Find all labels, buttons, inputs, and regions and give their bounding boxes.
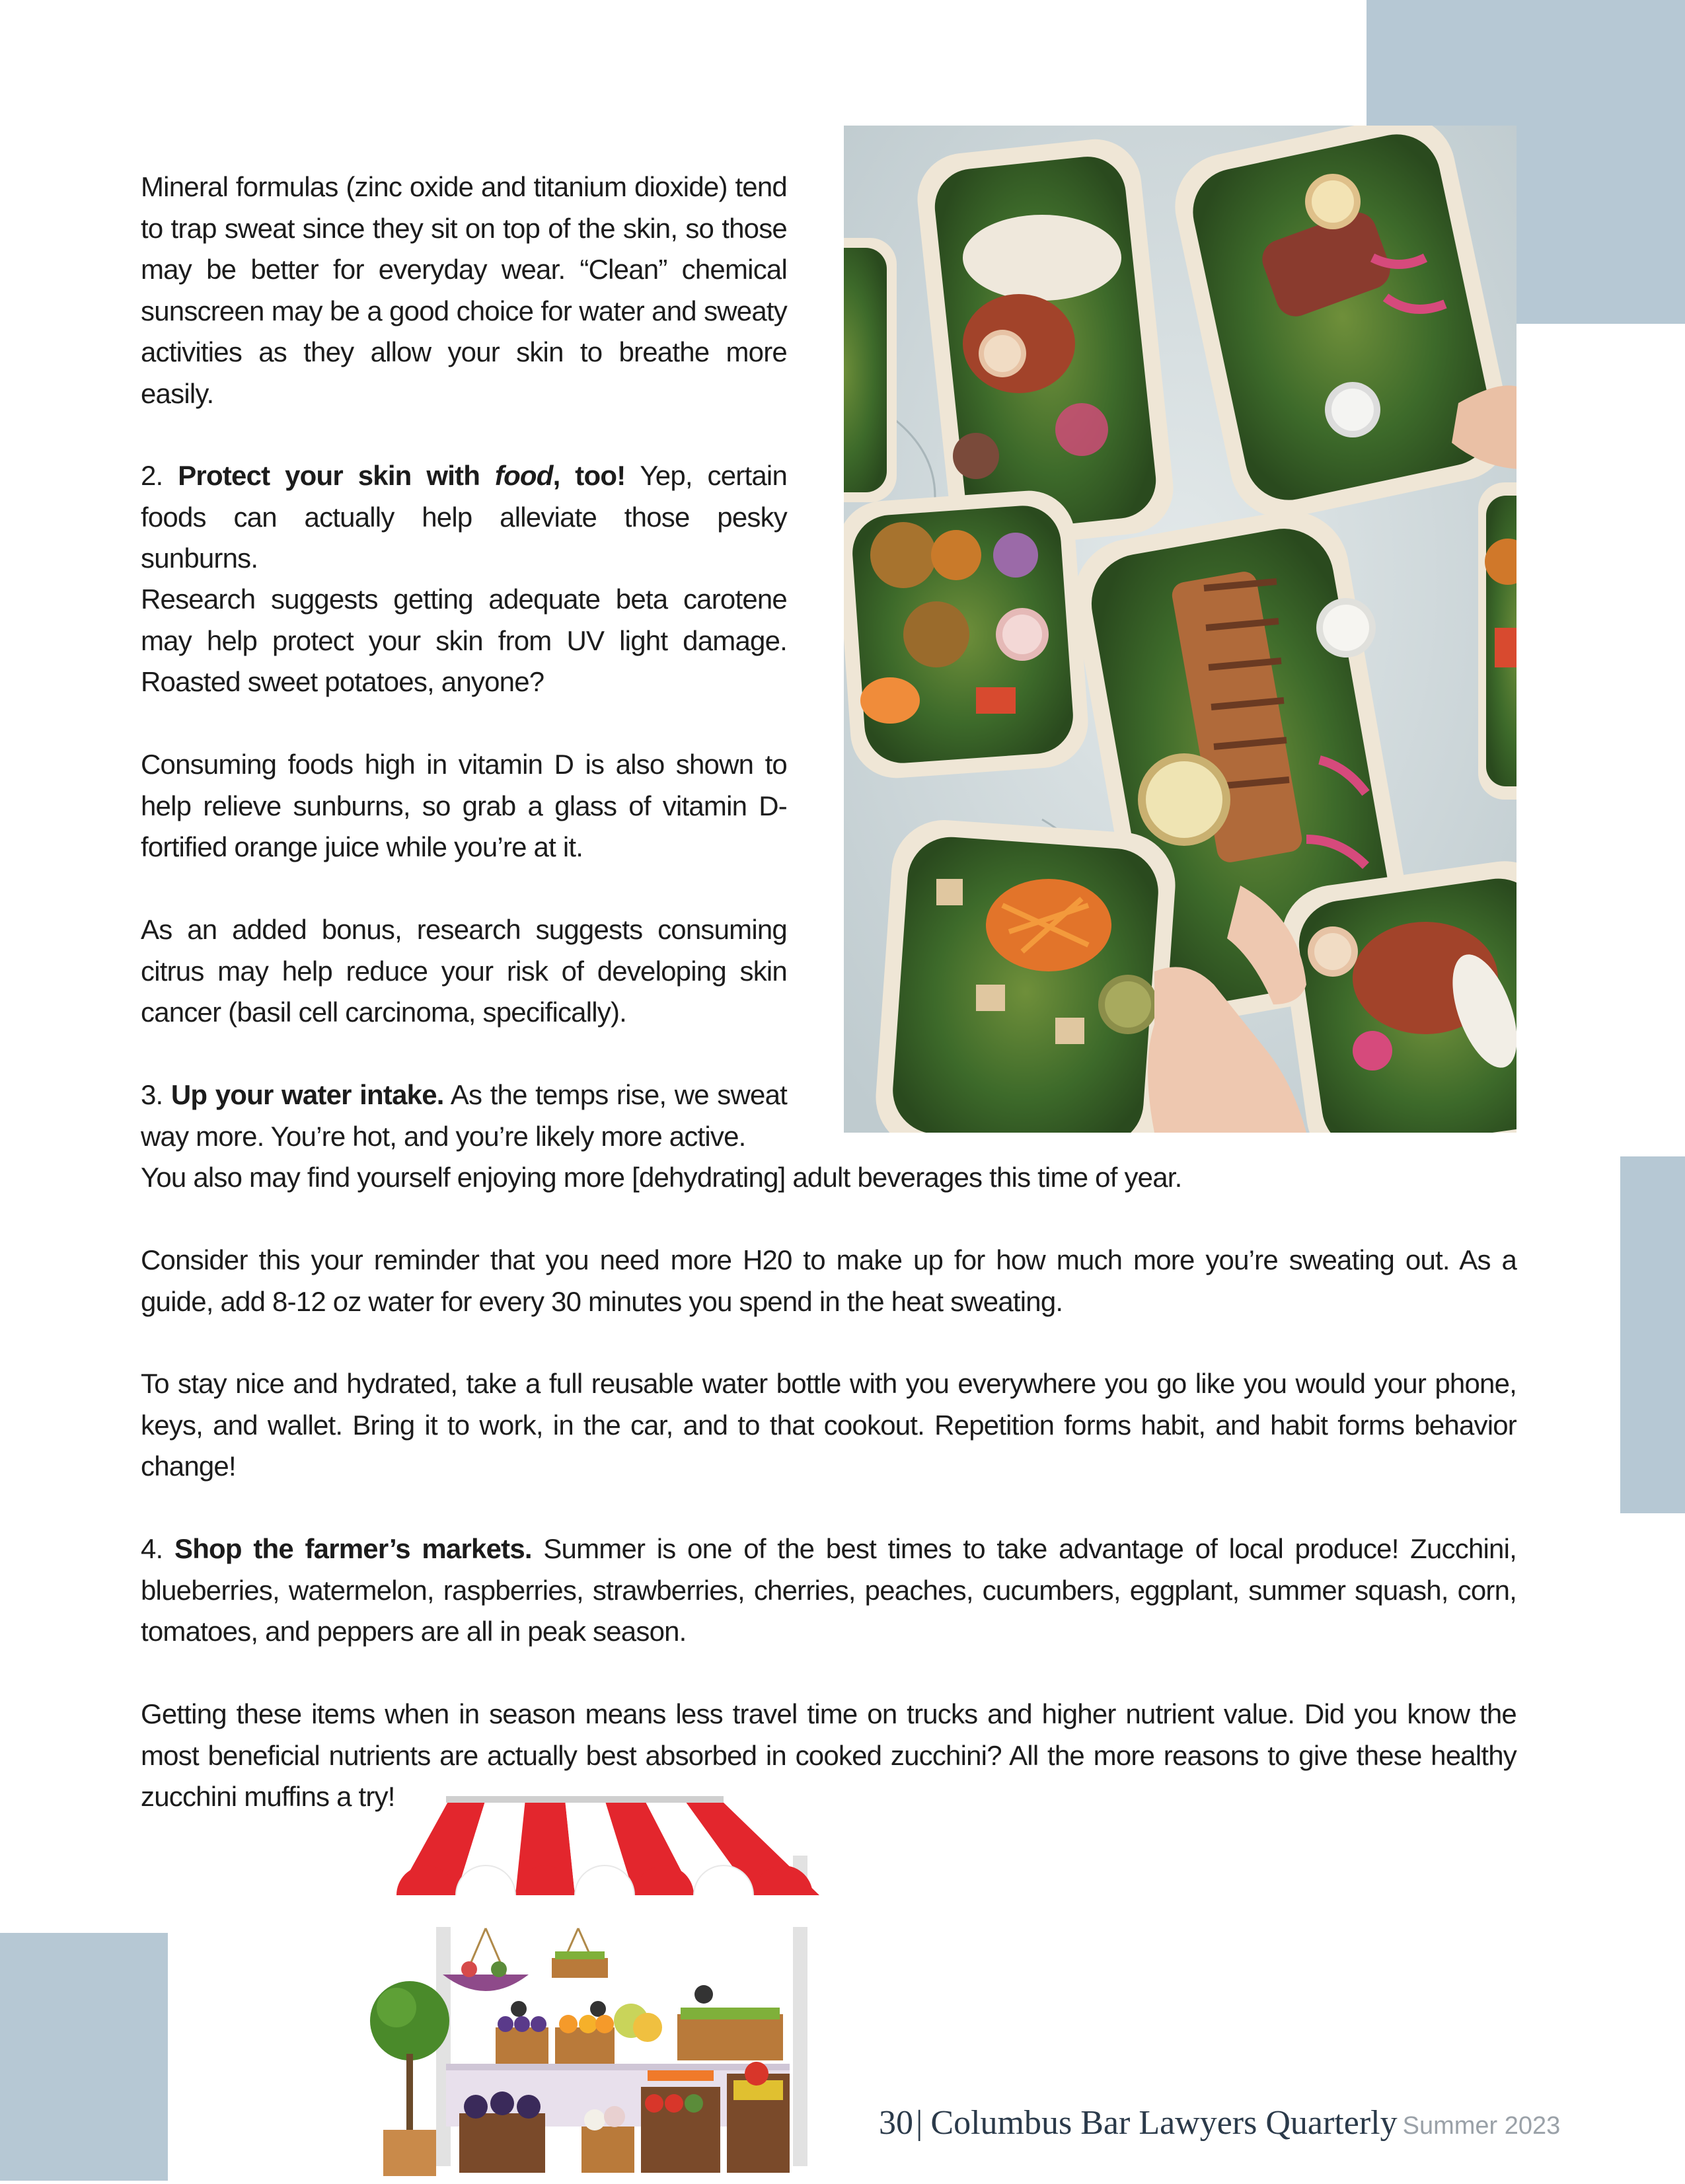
paragraph-water-intake [141, 1074, 787, 1157]
paragraph-mineral-formulas [141, 167, 787, 414]
bowl-turkey [913, 135, 1178, 552]
publication-title: Columbus Bar Lawyers Quarterly [930, 2104, 1398, 2142]
bowl-falafel [844, 488, 1091, 781]
footer-separator: | [916, 2104, 923, 2142]
paragraph-text: Getting these items when in season means less travel time on trucks and higher nutrient value. Did you know the most beneficial nutrients are actually best absorbed in cooked zucchini? All the more reasons to give these healthy zucchini muffins a try! [141, 1698, 1516, 1812]
paragraph-text: Consider this your reminder that you need more H20 to make up for how much more you’re sweating out. As a guide, add 8-12 oz water for every 30 minutes you spend in the heat sweating. [141, 1244, 1516, 1317]
bowl-left-top [844, 238, 897, 502]
heading-farmers-markets: Shop the farmer’s markets. [174, 1533, 532, 1564]
list-number: 4. [141, 1533, 174, 1564]
issue-label: Summer 2023 [1402, 2112, 1561, 2140]
paragraph-text: To stay nice and hydrated, take a full reusable water bottle with you everywhere you go like you would your phone, keys, and wallet. Bring it to work, in the car, and to that cookout. Repetition forms habit, and habit forms behavior change! [141, 1368, 1516, 1482]
paragraph-citrus [141, 909, 787, 1034]
farmers-market-stall-illustration [370, 1796, 852, 2181]
paragraph-text: Summer is one of the best times to take advantage of local produce! Zucchini, blueberries, watermelon, raspberries, strawberries, cherries, peaches, cucumbers, eggplant, summer squash, corn, tomatoes, and peppers are all in peak season. [141, 1533, 1517, 1647]
accent-block-bottom-left [0, 1933, 168, 2181]
accent-block-right [1620, 1156, 1685, 1513]
paragraph-vitamin-d [141, 744, 787, 868]
paragraph-beverages [141, 1157, 1516, 1199]
paragraph-text: Research suggests getting adequate beta carotene may help protect your skin from UV light damage. Roasted sweet potatoes, anyone? [141, 584, 787, 697]
paragraph-text: As an added bonus, research suggests consuming citrus may help reduce your risk of developing skin cancer (basil cell carcinoma, specifically). [141, 914, 787, 1028]
bowl-carrot-salad [872, 817, 1179, 1133]
list-number: 3. [141, 1079, 171, 1110]
bowl-bottom-right [1275, 854, 1516, 1133]
page-number: 30 [879, 2104, 913, 2142]
meal-prep-bowls-photo [844, 126, 1516, 1133]
heading-protect-skin: Protect your skin with food, too! [178, 460, 626, 491]
paragraph-text: Yep, certain foods can actually help alleviate those pesky sunburns. [141, 460, 787, 574]
list-number: 2. [141, 460, 178, 491]
paragraph-h2o-reminder [141, 1240, 1516, 1322]
paragraph-text: Consuming foods high in vitamin D is also shown to help relieve sunburns, so grab a glass of vitamin D-fortified orange juice while you’re at it. [141, 749, 787, 862]
bowl-right-edge [1478, 482, 1516, 800]
awning [396, 1796, 819, 1927]
paragraph-text: You also may find yourself enjoying more [dehydrating] adult beverages this time of year. [141, 1162, 1182, 1193]
paragraph-beta-carotene [141, 579, 787, 703]
paragraph-text: As the temps rise, we sweat way more. You’re hot, and you’re likely more active. [141, 1079, 787, 1152]
paragraph-water-bottle [141, 1363, 1516, 1487]
paragraph-text: Mineral formulas (zinc oxide and titanium dioxide) tend to trap sweat since they sit on top of the skin, so those may be better for everyday wear. “Clean” chemical sunscreen may be a good choice for water and sweaty activities as they allow your skin to breathe more easily. [141, 171, 787, 409]
paragraph-protect-skin-food [141, 455, 787, 580]
paragraph-farmers-markets [141, 1528, 1516, 1653]
heading-water-intake: Up your water intake. [170, 1079, 444, 1110]
page-footer [879, 2103, 1659, 2156]
